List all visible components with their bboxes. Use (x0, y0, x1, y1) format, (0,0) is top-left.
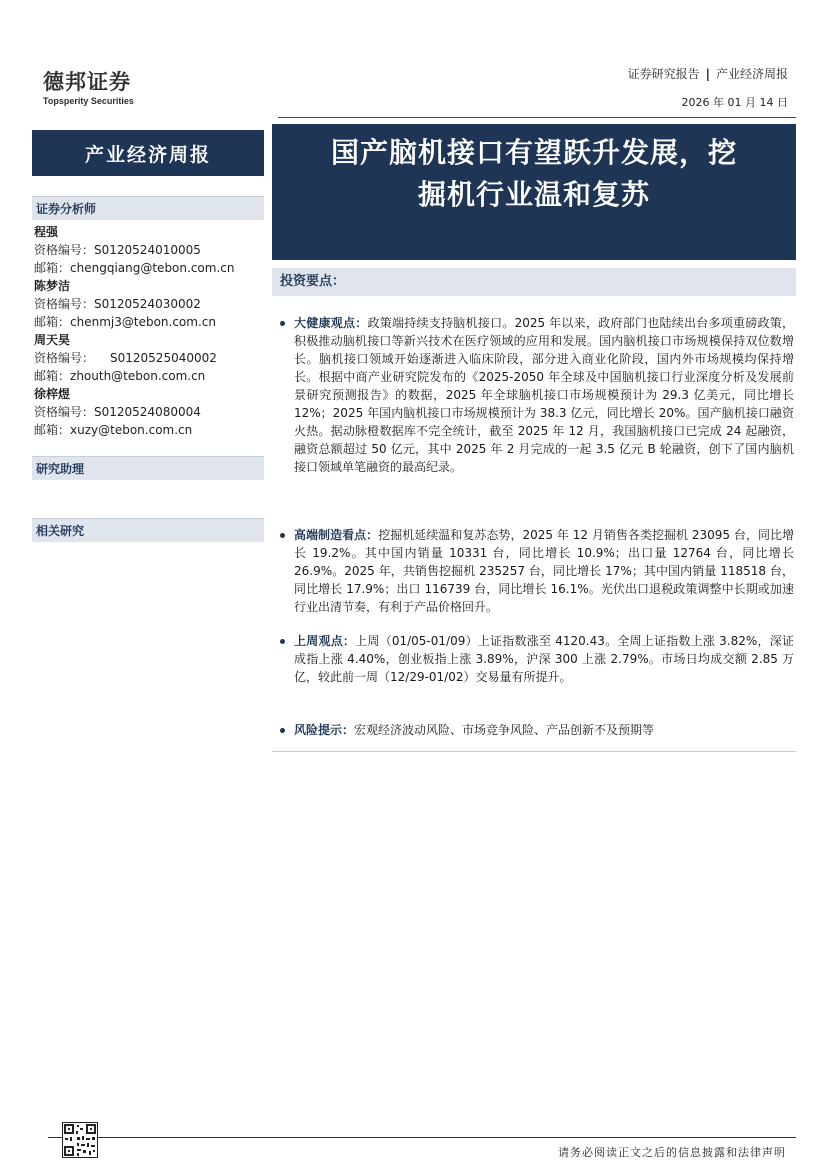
title-line-2: 掘机行业温和复苏 (417, 178, 650, 211)
highlight-paragraph (294, 721, 794, 739)
analyst-list (34, 223, 264, 439)
highlight-lead: 高端制造看点： (294, 528, 379, 542)
highlight-paragraph (294, 632, 794, 686)
email-address[interactable]: xuzy@tebon.com.cn (70, 423, 193, 437)
logo-chinese-name: 德邦证券 (43, 70, 131, 94)
highlight-lead: 风险提示： (294, 723, 355, 737)
highlight-lead: 大健康观点： (294, 316, 368, 330)
analyst-name: 陈梦洁 (34, 279, 71, 293)
email-label: 邮箱： (34, 315, 71, 329)
analyst-cert (34, 349, 264, 367)
email-address[interactable]: zhouth@tebon.com.cn (70, 369, 206, 383)
bullet-dot-icon (280, 321, 285, 326)
cert-label: 资格编号： (34, 243, 95, 257)
cert-label: 资格编号： (34, 297, 95, 311)
analyst-entry (34, 277, 264, 331)
footer-divider (48, 1137, 796, 1138)
report-date: 2026 年 01 月 14 日 (681, 96, 788, 109)
highlight-manufacturing (278, 526, 794, 616)
cert-number: S0120525040002 (110, 351, 217, 365)
bullet-dot-icon (280, 533, 285, 538)
cert-number: S0120524080004 (94, 405, 201, 419)
category-banner: 产业经济周报 (32, 130, 264, 176)
highlight-text: 宏观经济波动风险、市场竞争风险、产品创新不及预期等 (354, 723, 655, 737)
analyst-cert (34, 295, 264, 313)
analyst-name: 徐梓煜 (34, 387, 71, 401)
report-header-meta (628, 66, 788, 110)
legal-disclaimer: 请务必阅读正文之后的信息披露和法律声明 (558, 1146, 786, 1159)
email-label: 邮箱： (34, 261, 71, 275)
highlight-text: 政策端持续支持脑机接口。2025 年以来，政府部门也陆续出台多项重磅政策，积极推动脑机接口等新兴技术在医疗领域的应用和发展。国内脑机接口市场规模保持双位数增长。脑机接口领域开始逐渐进入临床阶段，部分进入商业化阶段，国内外市场规模均保持增长。根据中商产业研究院发布的《2025-2050 年全球及中国脑机接口行业深度分析及发展前景研究预测报告》的数据，2025 年全球脑机接口市场规模预计为 29.3 亿美元，同比增长 12%；2025 年国内脑机接口市场规模预计为 38.3 亿元，同比增长 20%。国产脑机接口融资火热。据动脉橙数据库不完全统计，截至 2025 年 12 月，我国脑机接口已完成 24 起融资，融资总额超过 50 亿元，其中 2025 年 2 月完成的一起 3.5 亿元 B 轮融资，创下了国内脑机接口领域单笔融资的最高纪录。 (294, 316, 794, 474)
analyst-email (34, 313, 264, 331)
report-title (272, 124, 796, 260)
analyst-entry (34, 331, 264, 385)
report-category: 产业经济周报 (715, 67, 788, 81)
email-label: 邮箱： (34, 423, 71, 437)
cert-label: 资格编号： (34, 405, 95, 419)
qr-code-icon (62, 1122, 98, 1158)
highlight-paragraph (294, 314, 794, 476)
related-research-heading: 相关研究 (32, 518, 264, 542)
title-line-1: 国产脑机接口有望跃升发展，挖 (330, 136, 737, 169)
header-separator: | (705, 67, 710, 81)
bullet-dot-icon (280, 728, 285, 733)
investment-highlights-heading: 投资要点： (272, 268, 796, 296)
highlight-text: 挖掘机延续温和复苏态势，2025 年 12 月销售各类挖掘机 23095 台，同比增长 19.2%。其中国内销量 10331 台，同比增长 10.9%；出口量 12764 台，同比增长 26.9%。2025 年，共销售挖掘机 235257 台，同比增长 17%；其中国内销量 118518 台，同比增长 17.9%；出口 116739 台，同比增长 16.1%。光伏出口退税政策调整中长期或加速行业出清节奏，有利于产品价格回升。 (294, 528, 794, 614)
analyst-email (34, 367, 264, 385)
body-divider (272, 751, 796, 752)
email-address[interactable]: chenmj3@tebon.com.cn (70, 315, 216, 329)
analyst-entry (34, 223, 264, 277)
cert-label: 资格编号： (34, 351, 95, 365)
bullet-dot-icon (280, 639, 285, 644)
highlight-health (278, 314, 794, 476)
cert-number: S0120524010005 (94, 243, 201, 257)
analyst-name: 程强 (34, 225, 59, 239)
analyst-cert (34, 241, 264, 259)
analyst-cert (34, 403, 264, 421)
highlight-risk (278, 721, 794, 739)
email-address[interactable]: chengqiang@tebon.com.cn (70, 261, 235, 275)
report-type-line (628, 66, 788, 82)
highlight-market (278, 632, 794, 686)
highlight-lead: 上周观点： (294, 634, 356, 648)
analyst-entry (34, 385, 264, 439)
analysts-heading: 证券分析师 (32, 196, 264, 220)
analyst-email (34, 259, 264, 277)
research-assistant-heading: 研究助理 (32, 456, 264, 480)
logo-english-name: Topsperity Securities (43, 96, 134, 106)
cert-number: S0120524030002 (94, 297, 201, 311)
highlight-text: 上周（01/05-01/09）上证指数涨至 4120.43。全周上证指数上涨 3.82%，深证成指上涨 4.40%，创业板指上涨 3.89%，沪深 300 上涨 2.79%。市场日均成交额 2.85 万亿，较此前一周（12/29-01/02）交易量有所提升。 (294, 634, 794, 684)
analyst-email (34, 421, 264, 439)
company-logo (43, 70, 134, 107)
email-label: 邮箱： (34, 369, 71, 383)
header-divider (278, 117, 796, 118)
report-type: 证券研究报告 (627, 67, 700, 81)
analyst-name: 周天昊 (34, 333, 71, 347)
highlight-paragraph (294, 526, 794, 616)
